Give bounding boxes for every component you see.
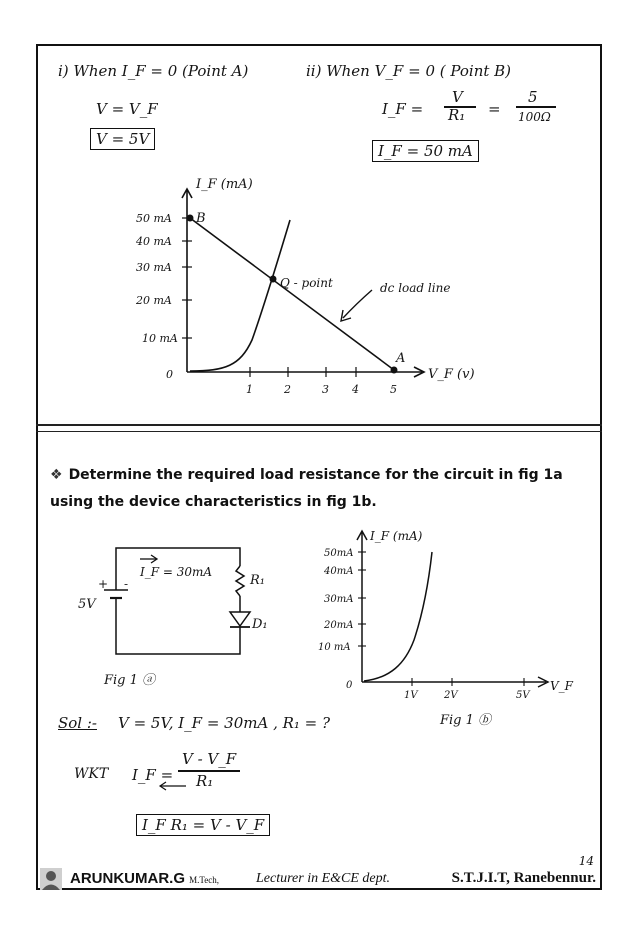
author-position: Lecturer in E&CE dept. bbox=[256, 871, 391, 886]
graph1-ytick-label-20: 20 mA bbox=[136, 294, 172, 307]
circuit-current-label: I_F = 30mA bbox=[140, 565, 213, 579]
case-ii-eq-lhs: I_F = bbox=[382, 100, 424, 118]
graph1-origin: 0 bbox=[166, 368, 173, 381]
point-a-label: A bbox=[396, 351, 406, 366]
graph2-ytick-label-50: 50mA bbox=[324, 548, 354, 559]
solution-eq-num: V - V_F bbox=[182, 750, 237, 768]
graph1-ytick-label-30: 30 mA bbox=[136, 261, 172, 274]
wkt-label: WKT bbox=[74, 766, 109, 782]
case-ii-eq-mid: = bbox=[488, 100, 501, 118]
battery-plus: + bbox=[98, 577, 109, 591]
question-bullet: ❖ bbox=[50, 467, 63, 483]
footer bbox=[36, 854, 602, 890]
q-point-label: Q - point bbox=[280, 276, 333, 290]
graph1-ytick-label-10: 10 mA bbox=[142, 332, 178, 345]
case-ii-frac-num: V bbox=[452, 88, 463, 106]
graph2-x-axis-label: V_F bbox=[550, 679, 573, 693]
graph2-xtick-label-5v: 5V bbox=[516, 690, 530, 701]
graph1-y-axis-label: I_F (mA) bbox=[196, 177, 253, 192]
graph2-ytick-label-20: 20mA bbox=[324, 620, 354, 631]
solution-label: Sol :- bbox=[58, 714, 97, 732]
point-b-label: B bbox=[196, 211, 206, 226]
graph1-ytick-label-50: 50 mA bbox=[136, 212, 172, 225]
graph1-x-axis-label: V_F (v) bbox=[428, 367, 475, 382]
fig-1b-caption: Fig 1 ⓑ bbox=[440, 713, 492, 728]
case-i-equation: V = V_F bbox=[96, 100, 158, 118]
page-number: 14 bbox=[578, 854, 594, 868]
solution-result: I_F R₁ = V - V_F bbox=[136, 814, 270, 836]
author-photo-icon bbox=[40, 868, 62, 890]
case-ii-frac-den: R₁ bbox=[448, 106, 466, 124]
graph2-ytick-label-40: 40mA bbox=[324, 566, 354, 577]
load-line-label: dc load line bbox=[380, 281, 451, 295]
author-name bbox=[70, 870, 219, 887]
graph1-xtick-label-2: 2 bbox=[284, 383, 291, 396]
graph2-xtick-label-1v: 1V bbox=[404, 690, 418, 701]
solution-eq-den: R₁ bbox=[196, 772, 214, 790]
diode-label: D₁ bbox=[252, 617, 268, 632]
battery-minus: - bbox=[124, 577, 129, 591]
graph1-xtick-label-4: 4 bbox=[352, 383, 359, 396]
resistor-label: R₁ bbox=[250, 573, 265, 588]
solution-givens: V = 5V, I_F = 30mA , R₁ = ? bbox=[118, 714, 331, 732]
case-ii-heading: ii) When V_F = 0 ( Point B) bbox=[306, 62, 512, 80]
case-ii-frac2-den: 100Ω bbox=[518, 110, 551, 124]
graph1-ytick-label-40: 40 mA bbox=[136, 235, 172, 248]
graph1-xtick-label-5: 5 bbox=[390, 383, 397, 396]
graph1-xtick-label-1: 1 bbox=[246, 383, 253, 396]
case-i-result: V = 5V bbox=[90, 128, 155, 150]
graph2-ytick-label-30: 30mA bbox=[324, 594, 354, 605]
author-credential: M.Tech, bbox=[189, 875, 220, 885]
case-ii-result: I_F = 50 mA bbox=[372, 140, 479, 162]
college-name: S.T.J.I.T, Ranebennur. bbox=[451, 870, 596, 886]
author-name-text: ARUNKUMAR.G bbox=[70, 870, 185, 887]
source-voltage-label: 5V bbox=[78, 597, 96, 612]
graph2-y-axis-label: I_F (mA) bbox=[370, 529, 423, 543]
fig-1a-caption: Fig 1 ⓐ bbox=[104, 673, 156, 688]
question-text: Determine the required load resistance for the circuit in fig 1a using the device characteristics in fig 1b. bbox=[50, 467, 563, 510]
graph1-xtick-label-3: 3 bbox=[322, 383, 329, 396]
graph2-xtick-label-2v: 2V bbox=[444, 690, 458, 701]
case-i-heading: i) When I_F = 0 (Point A) bbox=[58, 62, 249, 80]
graph2-ytick-label-10: 10 mA bbox=[318, 642, 351, 653]
graph2-origin: 0 bbox=[346, 680, 353, 691]
case-ii-frac2-num: 5 bbox=[528, 88, 538, 106]
solution-eq-lhs: I_F = bbox=[132, 766, 174, 784]
